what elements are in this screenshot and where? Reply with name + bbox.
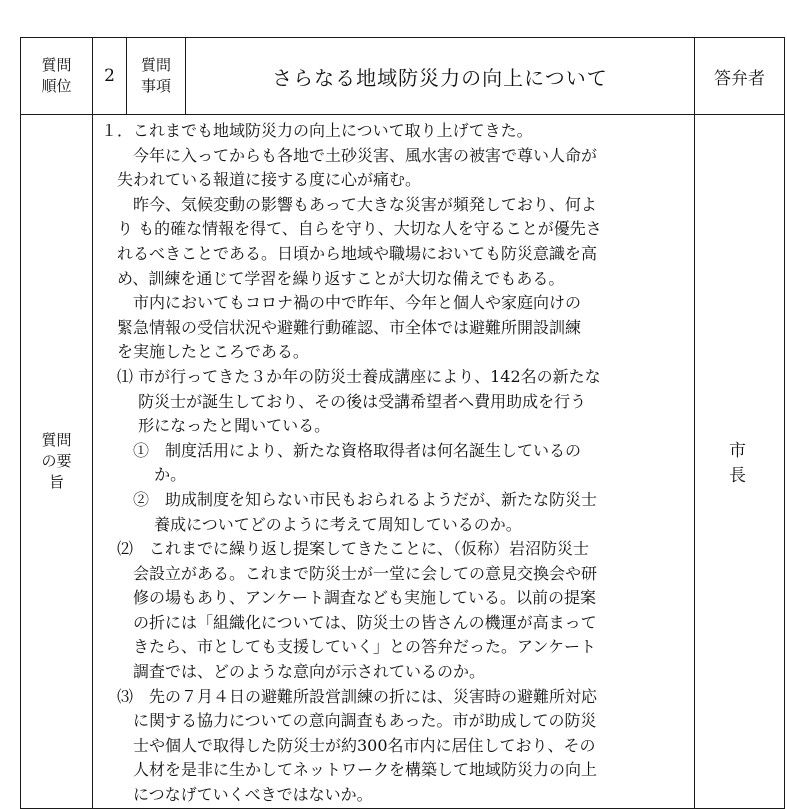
question-sheet [20,37,784,805]
summary-line: 人材を是非に生かしてネットワークを構築して地域防災力の向上 [101,760,598,780]
header-row [21,38,785,115]
summary-line: きたら、市としても支援していく」との答弁だった。アンケート [101,637,597,657]
summary-line: ② 助成制度を知らない市民もおられるようだが、新たな防災士 [101,489,598,509]
summary-line: 調査では、どのような意向が示されているのか。 [101,662,486,682]
summary-line: 修の場もあり、アンケート調査なども実施している。以前の提案 [101,588,597,608]
respondent: 市長 [695,115,785,809]
question-summary [93,115,695,809]
summary-line: 形になったと聞いている。 [101,416,331,436]
rank-label-cell [21,38,93,115]
item-label-cell [127,38,186,115]
item-label-line1: 質問 [140,56,171,74]
summary-line: 市内においてもコロナ禍の中で昨年、今年と個人や家庭向けの [101,293,582,313]
summary-line: 会設立がある。これまで防災士が一堂に会しての意見交換会や研 [101,563,598,583]
summary-line: に関する協力についての意向調査もあった。市が助成しての防災 [101,711,597,731]
summary-line: につなげていくべきではないか。 [101,785,373,805]
summary-line: 失われている報道に接する度に心が痛む。 [101,170,422,190]
summary-line: め、訓練を通じて学習を繰り返すことが大切な備えでもある。 [101,268,565,288]
summary-line: 今年に入ってからも各地で土砂災害、風水害の被害で尊い人命が [101,145,598,165]
summary-line: １．これまでも地域防災力の向上について取り上げてきた。 [101,121,533,140]
question-title: さらなる地域防災力の向上について [186,38,695,115]
summary-label-line3: 旨 [48,472,64,491]
respondent-label: 答弁者 [695,38,785,115]
rank-label-line1: 質問 [41,56,72,74]
summary-line: を実施したところである。 [101,342,309,362]
summary-line: ① 制度活用により、新たな資格取得者は何名誕生しているの [101,440,582,460]
summary-line: 養成についてどのように考えて周知しているのか。 [101,514,522,534]
summary-lines [101,119,686,808]
summary-line: ⑶ 先の７月４日の避難所設営訓練の折には、災害時の避難所対応 [101,686,598,706]
question-table [20,37,785,809]
summary-line: 昨今、気候変動の影響もあって大きな災害が頻発しており、何よ [101,194,597,214]
summary-line: 防災士が誕生しており、その後は受講希望者へ費用助成を行う [101,391,587,411]
summary-line: り も的確な情報を得て、自らを守り、大切な人を守ることが優先さ [101,219,602,239]
item-label-line2: 事項 [140,77,171,95]
summary-line: 緊急情報の受信状況や避難行動確認、市全体では避難所開設訓練 [101,317,582,337]
body-row [21,115,785,809]
summary-line: ⑵ これまでに繰り返し提案してきたことに、（仮称）岩沼防災士 [101,539,590,559]
summary-line: の折には「組織化については、防災士の皆さんの機運が高まって [101,612,597,632]
summary-label-line1: 質問 [41,430,72,449]
summary-line: か。 [101,465,187,485]
summary-line: ⑴ 市が行ってきた３か年の防災士養成講座により、142名の新たな [101,366,601,386]
summary-label-line2: の要 [41,451,72,470]
rank-label-line2: 順位 [41,77,72,95]
rank-value: 2 [93,38,127,115]
summary-line: れるべきことである。日頃から地域や職場においても防災意識を高 [101,243,598,263]
summary-line: 士や個人で取得した防災士が約300名市内に居住しており、その [101,735,596,755]
summary-label-cell [21,115,93,809]
